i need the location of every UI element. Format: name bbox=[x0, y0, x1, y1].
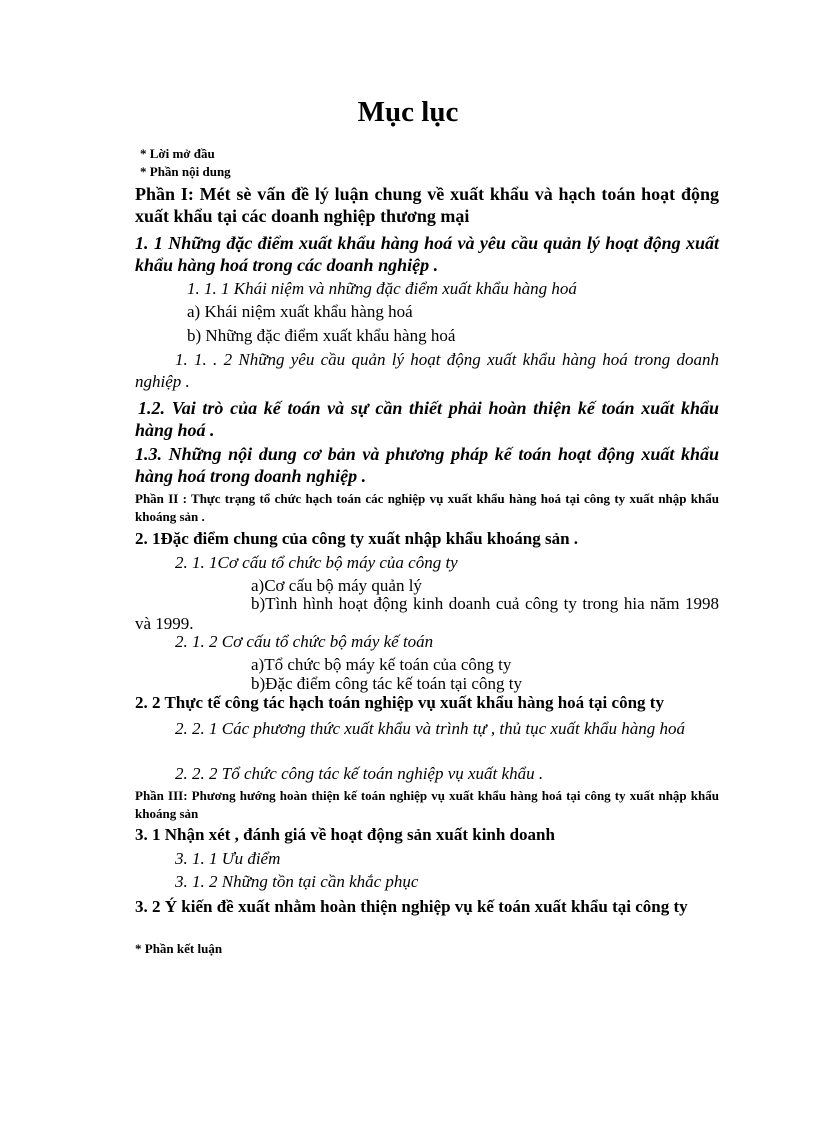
toc-item-2-1-1-a: a)Cơ cấu bộ máy quản lý bbox=[251, 576, 422, 595]
toc-section-2-1-1: 2. 1. 1Cơ cấu tổ chức bộ máy của công ty bbox=[175, 553, 458, 572]
toc-section-1-3: 1.3. Những nội dung cơ bản và phương pháp kế toán hoạt động xuất khẩu hàng hoá trong doanh nghiệp . bbox=[135, 444, 719, 486]
toc-section-3-2: 3. 2 Ý kiến đề xuất nhằm hoàn thiện nghiệp vụ kế toán xuất khẩu tại công ty bbox=[135, 897, 688, 916]
toc-part1-heading: Phần I: Mét sè vấn đề lý luận chung về xuất khẩu và hạch toán hoạt động xuất khẩu tại các doanh nghiệp thương mại bbox=[135, 184, 719, 226]
toc-section-1-1: 1. 1 Những đặc điểm xuất khẩu hàng hoá và yêu cầu quản lý hoạt động xuất khẩu hàng hoá trong các doanh nghiệp . bbox=[135, 233, 719, 275]
toc-part2-heading: Phần II : Thực trạng tổ chức hạch toán các nghiệp vụ xuất khẩu hàng hoá tại công ty xuất nhập khẩu khoáng sản . bbox=[135, 491, 719, 524]
toc-section-1-2: 1.2. Vai trò của kế toán và sự cần thiết phải hoàn thiện kế toán xuất khẩu hàng hoá . bbox=[135, 398, 719, 440]
page-title: Mục lục bbox=[357, 96, 459, 128]
toc-section-3-1-2: 3. 1. 2 Những tồn tại cần khắc phục bbox=[175, 872, 419, 891]
toc-section-2-2: 2. 2 Thực tế công tác hạch toán nghiệp vụ xuất khẩu hàng hoá tại công ty bbox=[135, 693, 664, 712]
toc-body: * Phần nội dung bbox=[140, 164, 231, 179]
toc-intro: * Lời mở đầu bbox=[140, 146, 215, 161]
toc-section-3-1-1: 3. 1. 1 Ưu điểm bbox=[175, 849, 281, 868]
toc-item-2-1-2-a: a)Tổ chức bộ máy kế toán của công ty bbox=[251, 655, 512, 674]
toc-section-2-1-2: 2. 1. 2 Cơ cấu tổ chức bộ máy kế toán bbox=[175, 632, 434, 651]
toc-section-2-2-1: 2. 2. 1 Các phương thức xuất khẩu và trình tự , thủ tục xuất khẩu hàng hoá bbox=[175, 719, 685, 738]
toc-item-1-1-1-a: a) Khái niệm xuất khẩu hàng hoá bbox=[187, 302, 413, 321]
toc-item-2-1-1-b: b)Tình hình hoạt động kinh doanh cuả công ty trong hia năm 1998 và 1999. bbox=[135, 594, 719, 633]
toc-item-2-1-2-b: b)Đặc điểm công tác kế toán tại công ty bbox=[251, 674, 522, 693]
toc-conclusion: * Phần kết luận bbox=[135, 941, 223, 956]
toc-section-1-1-2: 1. 1. . 2 Những yêu cầu quản lý hoạt động xuất khẩu hàng hoá trong doanh nghiệp . bbox=[135, 350, 719, 391]
toc-section-1-1-1: 1. 1. 1 Khái niệm và những đặc điểm xuất khẩu hàng hoá bbox=[187, 279, 577, 298]
toc-section-2-2-2: 2. 2. 2 Tổ chức công tác kế toán nghiệp vụ xuất khẩu . bbox=[175, 764, 544, 783]
toc-item-1-1-1-b: b) Những đặc điểm xuất khẩu hàng hoá bbox=[187, 326, 456, 345]
toc-section-2-1: 2. 1Đặc điểm chung của công ty xuất nhập khẩu khoáng sản . bbox=[135, 529, 579, 548]
toc-section-3-1: 3. 1 Nhận xét , đánh giá về hoạt động sản xuất kinh doanh bbox=[135, 825, 555, 844]
toc-part3-heading: Phần III: Phương hướng hoàn thiện kế toán nghiệp vụ xuất khẩu hàng hoá tại công ty xuất nhập khẩu khoáng sản bbox=[135, 788, 719, 821]
